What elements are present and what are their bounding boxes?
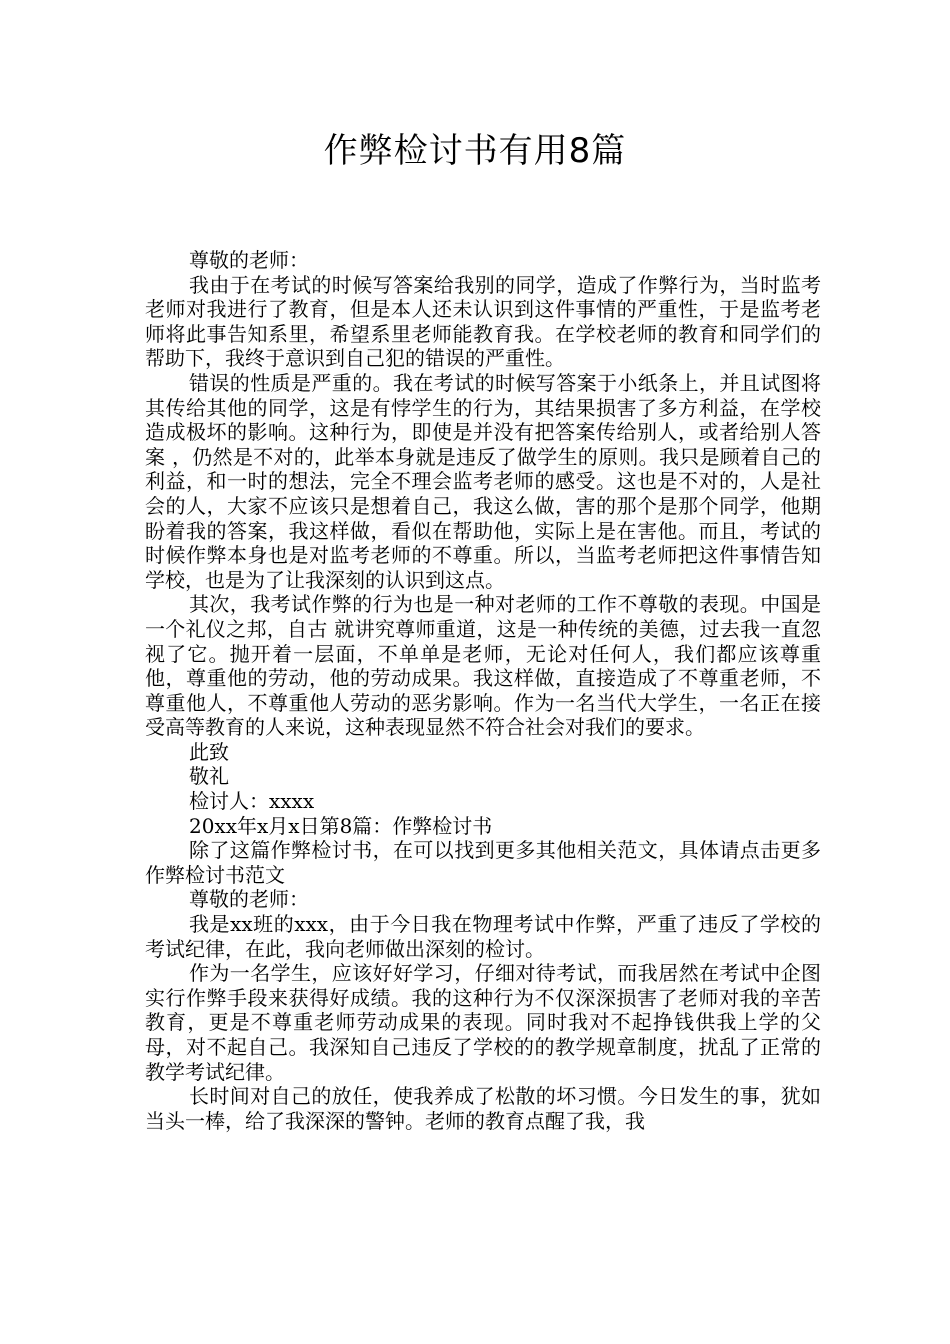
body-paragraph: 除了这篇作弊检讨书，在可以找到更多其他相关范文，具体请点击更多作弊检讨书范文: [145, 838, 821, 887]
document-title: 作弊检讨书有用8篇: [323, 131, 627, 171]
body-paragraph: 作为一名学生，应该好好学习，仔细对待考试，而我居然在考试中企图实行作弊手段来获得好成绩。我的这种行为不仅深深损害了老师对我的辛苦教育，更是不尊重老师劳动成果的表现。同时我对不起挣钱供我上学的父母，对不起自己。我深知自己违反了学校的的教学规章制度，扰乱了正常的教学考试纪律。: [145, 961, 821, 1084]
signature-line: 检讨人：xxxx: [189, 789, 315, 814]
body-paragraph: 错误的性质是严重的。我在考试的时候写答案于小纸条上，并且试图将其传给其他的同学，这是有悖学生的行为，其结果损害了多方利益，在学校造成极坏的影响。这种行为，即使是并没有把答案传给别人，或者给别人答案 ，仍然是不对的，此举本身就是违反了做学生的原则。我只是顾着自己的利益，和一时的想法，完全不理会监考老师的感受。这也是不对的，人是社会的人，大家不应该只是想着自己，我这么做，害的那个是那个同学，他期盼着我的答案，我这样做，看似在帮助他，实际上是在害他。而且，考试的时候作弊本身也是对监考老师的不尊重。所以，当监考老师把这件事情告知学校，也是为了让我深刻的认识到这点。: [145, 370, 821, 592]
salutation: 尊敬的老师：: [189, 248, 309, 272]
salutation: 尊敬的老师：: [189, 887, 309, 912]
body-paragraph: 长时间对自己的放任，使我养成了松散的坏习惯。今日发生的事，犹如当头一棒，给了我深深的警钟。老师的教育点醒了我，我: [145, 1084, 821, 1133]
document-body: [145, 248, 821, 1133]
body-paragraph: 我由于在考试的时候写答案给我别的同学，造成了作弊行为，当时监考老师对我进行了教育，但是本人还未认识到这件事情的严重性，于是监考老师将此事告知系里，希望系里老师能教育我。在学校老师的教育和同学们的帮助下，我终于意识到自己犯的错误的严重性。: [145, 272, 821, 371]
body-paragraph: 我是xx班的xxx，由于今日我在物理考试中作弊，严重了违反了学校的考试纪律，在此，我向老师做出深刻的检讨。: [145, 912, 821, 961]
body-paragraph: 其次，我考试作弊的行为也是一种对老师的工作不尊敬的表现。中国是一个礼仪之邦，自古 就讲究尊师重道，这是一种传统的美德，过去我一直忽视了它。抛开着一层面，不单单是老师，无论对任何人，我们都应该尊重他，尊重他的劳动，他的劳动成果。我这样做，直接造成了不尊重老师，不尊重他人，不尊重他人劳动的恶劣影响。作为一名当代大学生，一名正在接受高等教育的人来说，这种表现显然不符合社会对我们的要求。: [145, 592, 821, 740]
closing-line: 此致: [189, 739, 229, 764]
closing-line: 敬礼: [189, 764, 229, 789]
date-line: 20xx年x月x日第8篇：作弊检讨书: [189, 813, 493, 838]
